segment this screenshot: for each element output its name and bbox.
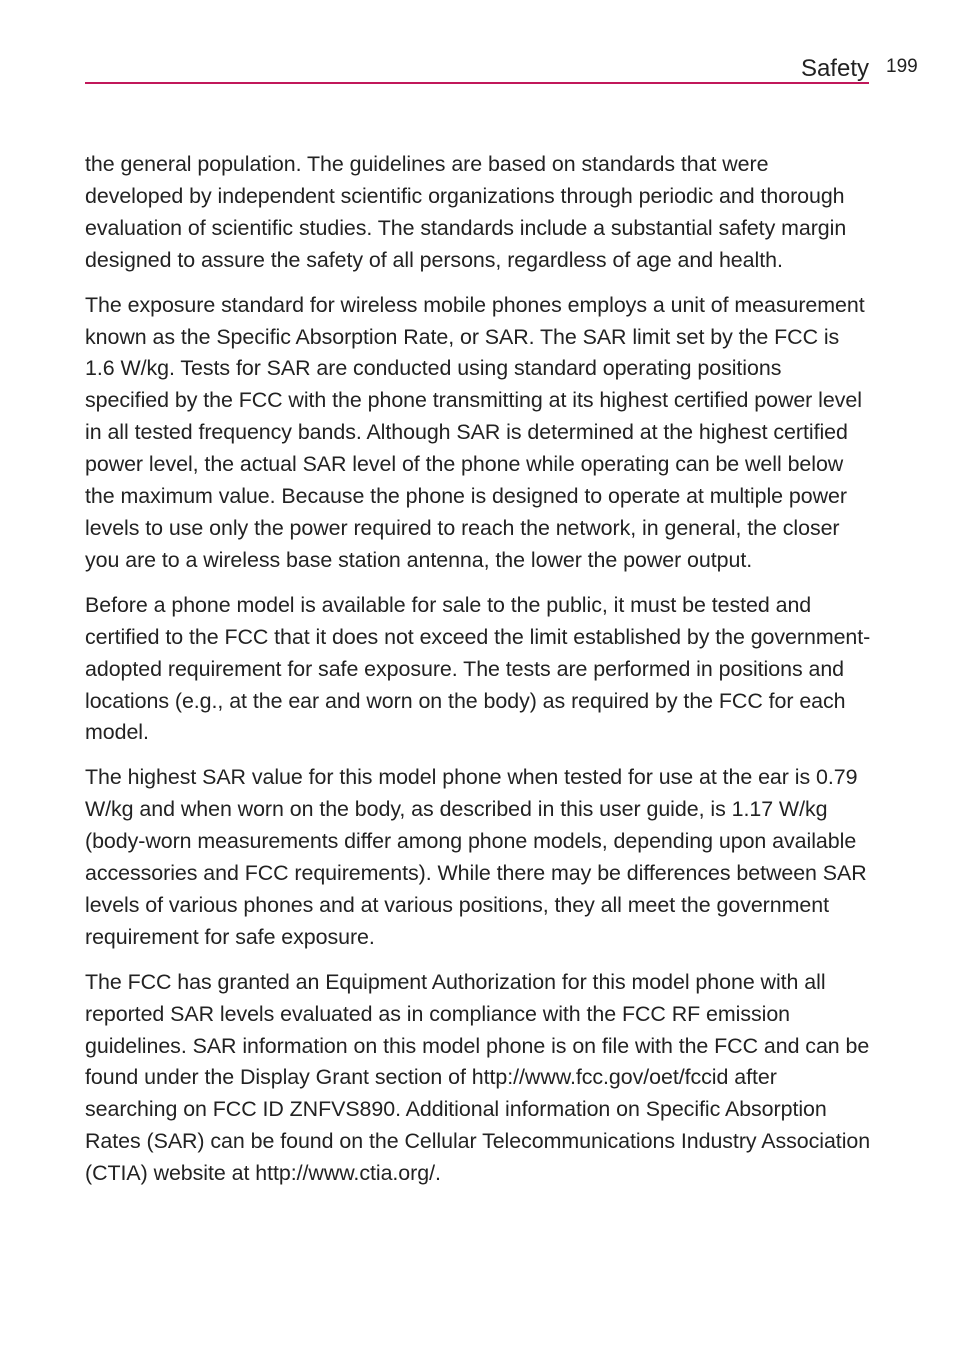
paragraph-certification: Before a phone model is available for sale to the public, it must be tested and certified to the FCC that it does not exceed the limit established by the government-adopted requirement for safe exposure. The tests are performed in positions and locations (e.g., at the ear and worn on the body) as required by the FCC for each model. [85, 592, 871, 745]
body-text [85, 149, 871, 1203]
paragraph-fcc-authorization: The FCC has granted an Equipment Authorization for this model phone with all reported SAR levels evaluated as in compliance with the FCC RF emission guidelines. SAR information on this model phone is on file with the FCC and can be found under the Display Grant section of http://www.fcc.gov/oet/fccid after searching on FCC ID ZNFVS890. Additional information on Specific Absorption Rates (SAR) can be found on the Cellular Telecommunications Industry Association (CTIA) website at http://www.ctia.org/. [85, 969, 871, 1186]
section-title: Safety [800, 55, 869, 82]
header-rule [85, 82, 869, 84]
paragraph-general-population: the general population. The guidelines are based on standards that were developed by independent scientific organizations through periodic and thorough evaluation of scientific studies. The standards include a substantial safety margin designed to assure the safety of all persons, regardless of age and health. [85, 152, 847, 272]
page-header [85, 52, 869, 84]
paragraph-sar-standard: The exposure standard for wireless mobile phones employs a unit of measurement known as the Specific Absorption Rate, or SAR. The SAR limit set by the FCC is 1.6 W/kg. Tests for SAR are conducted using standard operating positions specified by the FCC with the phone transmitting at its highest certified power level in all tested frequency bands. Although SAR is determined at the highest certified power level, the actual SAR level of the phone while operating can be well below the maximum value. Because the phone is designed to operate at multiple power levels to use only the power required to reach the network, in general, the closer you are to a wireless base station antenna, the lower the power output. [85, 292, 865, 572]
paragraph-highest-sar: The highest SAR value for this model phone when tested for use at the ear is 0.79 W/kg and when worn on the body, as described in this user guide, is 1.17 W/kg (body-worn measurements differ among phone models, depending upon available accessories and FCC requirements). While there may be differences between SAR levels of various phones and at various positions, they all meet the government requirement for safe exposure. [85, 765, 867, 949]
page-number: 199 [886, 56, 918, 77]
